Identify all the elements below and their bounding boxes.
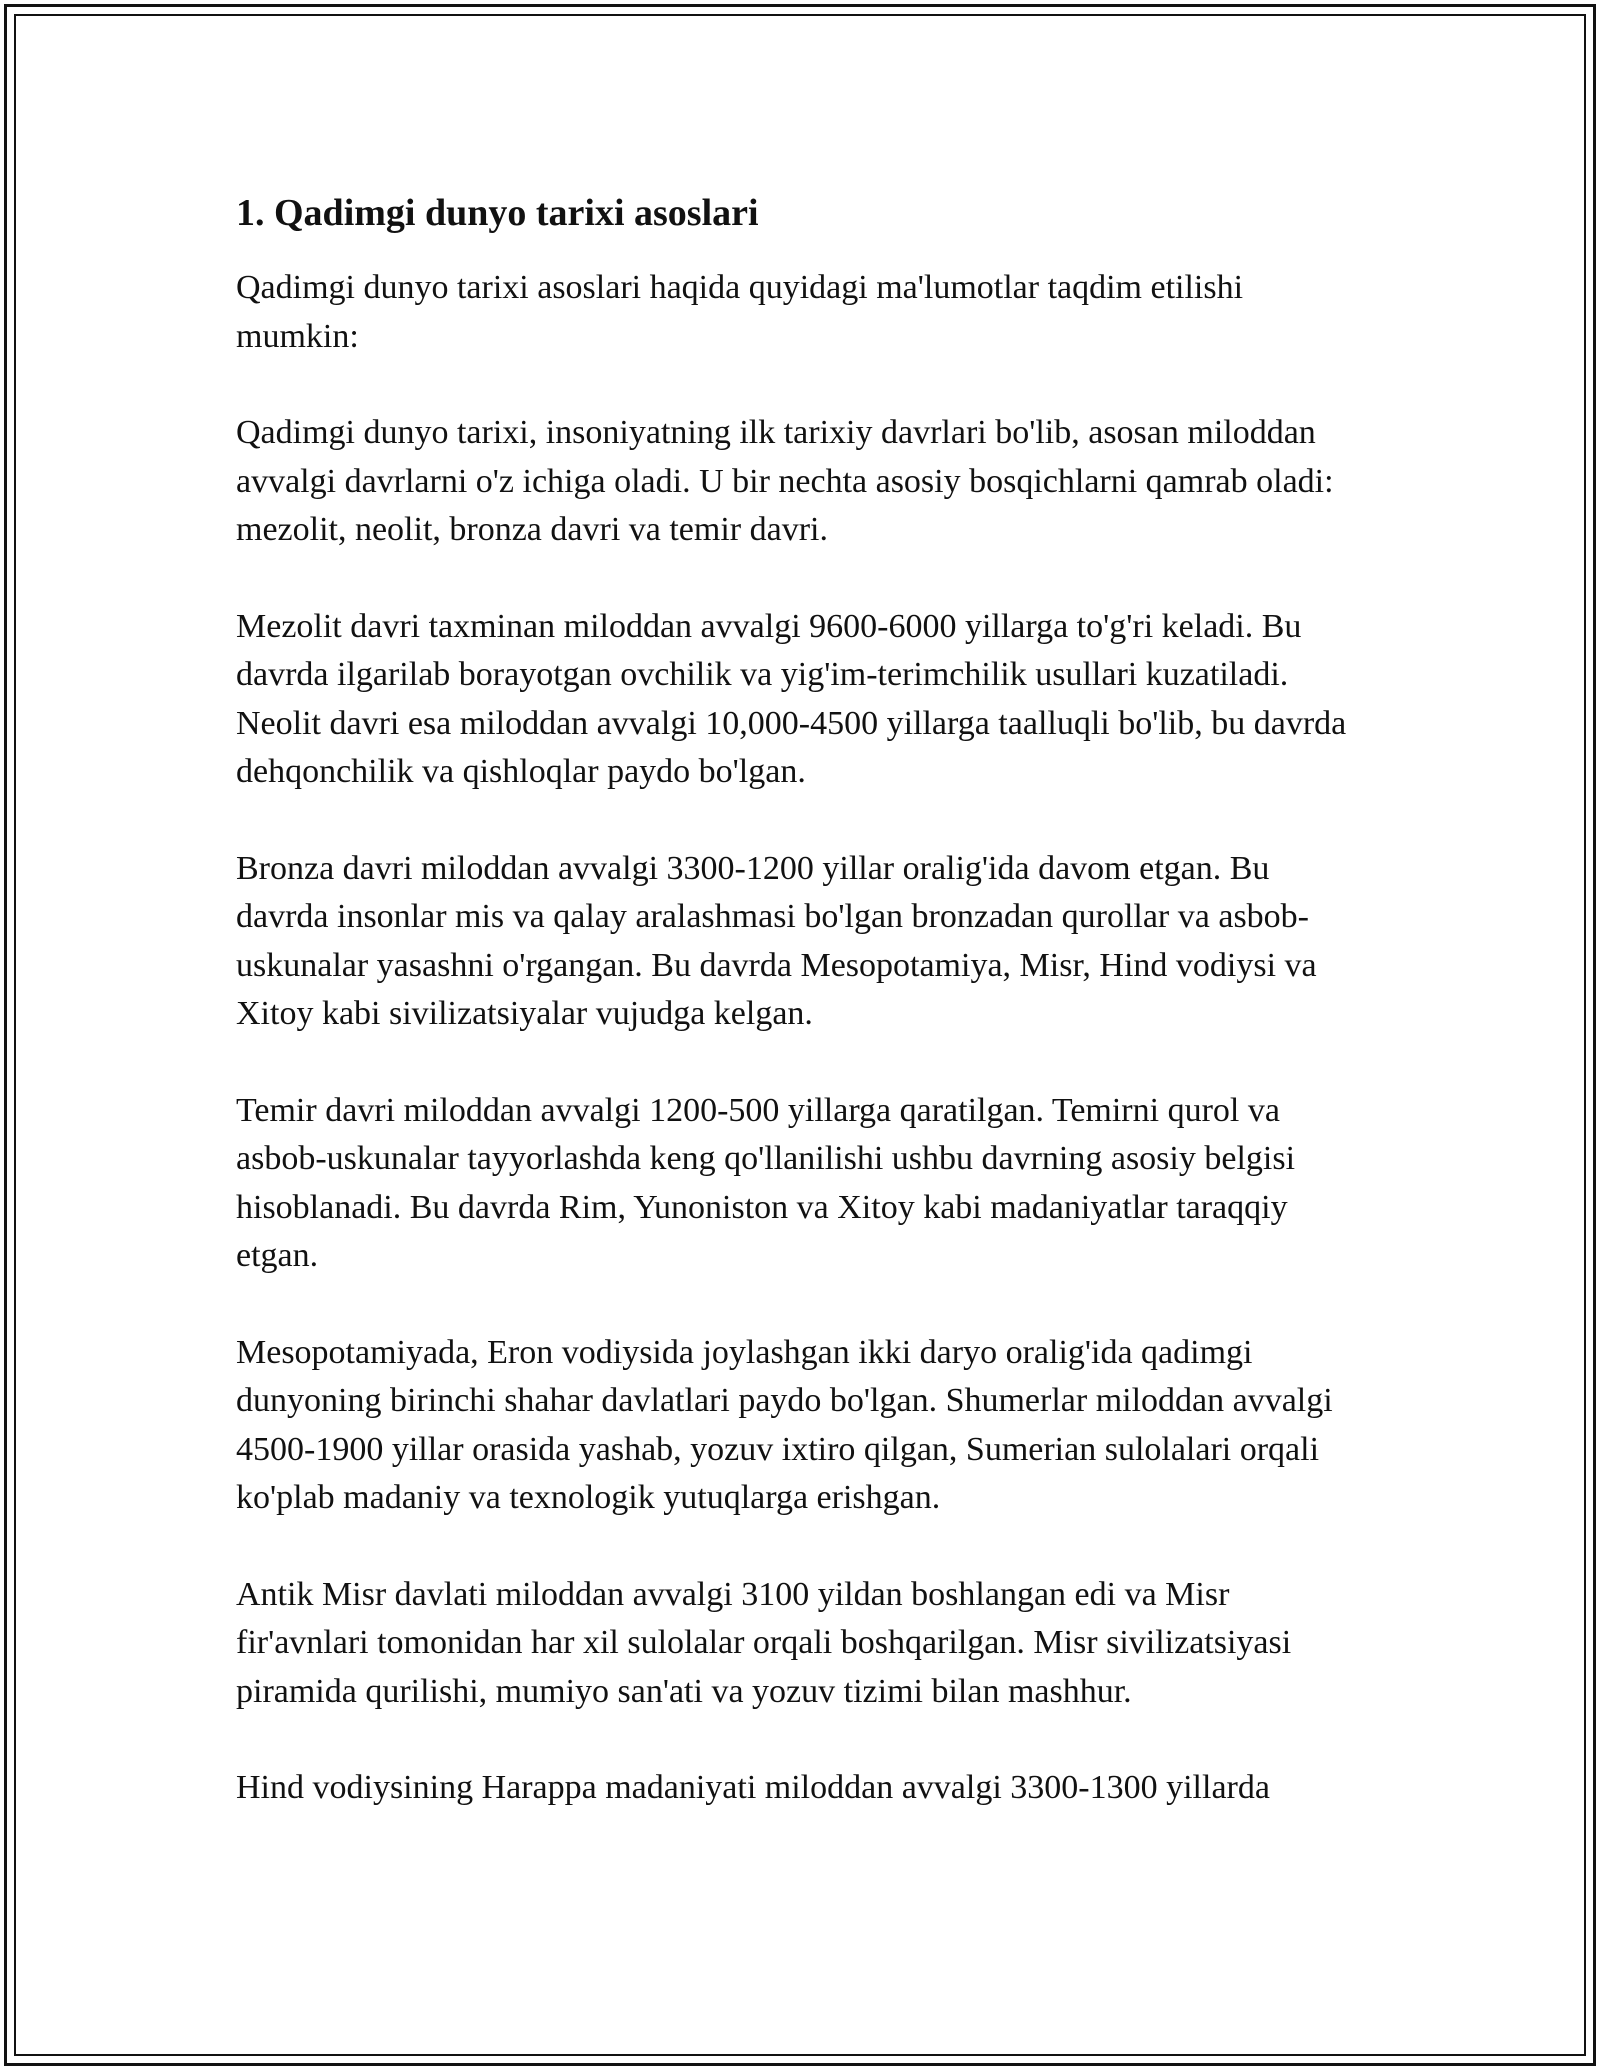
paragraph-egypt: Antik Misr davlati miloddan avvalgi 3100 yildan boshlangan edi va Misr fir'avnlari tomonidan har xil sulolalar orqali boshqarilgan. Misr sivilizatsiyasi piramida qurilishi, mumiyo san'ati va yozuv tizimi bilan mashhur. bbox=[236, 1575, 1292, 1710]
paragraph-mesolithic-neolithic: Mezolit davri taxminan miloddan avvalgi 9600-6000 yillarga to'g'ri keladi. Bu davrda ilgarilab borayotgan ovchilik va yig'im-terimchilik usullari kuzatiladi. Neolit davri esa miloddan avvalgi 10,000-4500 yillarga taalluqli bo'lib, bu davrda dehqonchilik va qishloqlar paydo bo'lgan. bbox=[236, 607, 1347, 790]
paragraph-mesopotamia: Mesopotamiyada, Eron vodiysida joylashgan ikki daryo oralig'ida qadimgi dunyoning birinchi shahar davlatlari paydo bo'lgan. Shumerlar miloddan avvalgi 4500-1900 yillar orasida yashab, yozuv ixtiro qilgan, Sumerian sulolalari orqali ko'plab madaniy va texnologik yutuqlarga erishgan. bbox=[236, 1333, 1333, 1516]
paragraph-bronze-age: Bronza davri miloddan avvalgi 3300-1200 yillar oralig'ida davom etgan. Bu davrda insonlar mis va qalay aralashmasi bo'lgan bronzadan qurollar va asbob-uskunalar yasashni o'rgangan. Bu davrda Mesopotamiya, Misr, Hind vodiysi va Xitoy kabi sivilizatsiyalar vujudga kelgan. bbox=[236, 849, 1317, 1032]
paragraph-harappa: Hind vodiysining Harappa madaniyati miloddan avvalgi 3300-1300 yillarda bbox=[236, 1769, 1270, 1806]
paragraph-overview: Qadimgi dunyo tarixi, insoniyatning ilk tarixiy davrlari bo'lib, asosan miloddan avvalgi davrlarni o'z ichiga oladi. U bir nechta asosiy bosqichlarni qamrab oladi: mezolit, neolit, bronza davri va temir davri. bbox=[236, 414, 1334, 548]
paragraph-iron-age: Temir davri miloddan avvalgi 1200-500 yillarga qaratilgan. Temirni qurol va asbob-uskunalar tayyorlashda keng qo'llanilishi ushbu davrning asosiy belgisi hisoblanadi. Bu davrda Rim, Yunoniston va Xitoy kabi madaniyatlar taraqqiy etgan. bbox=[236, 1091, 1296, 1274]
section-heading: 1. Qadimgi dunyo tarixi asoslari bbox=[236, 192, 759, 234]
paragraph-intro: Qadimgi dunyo tarixi asoslari haqida quyidagi ma'lumotlar taqdim etilishi mumkin: bbox=[236, 269, 1244, 355]
document-body bbox=[236, 190, 1366, 1861]
